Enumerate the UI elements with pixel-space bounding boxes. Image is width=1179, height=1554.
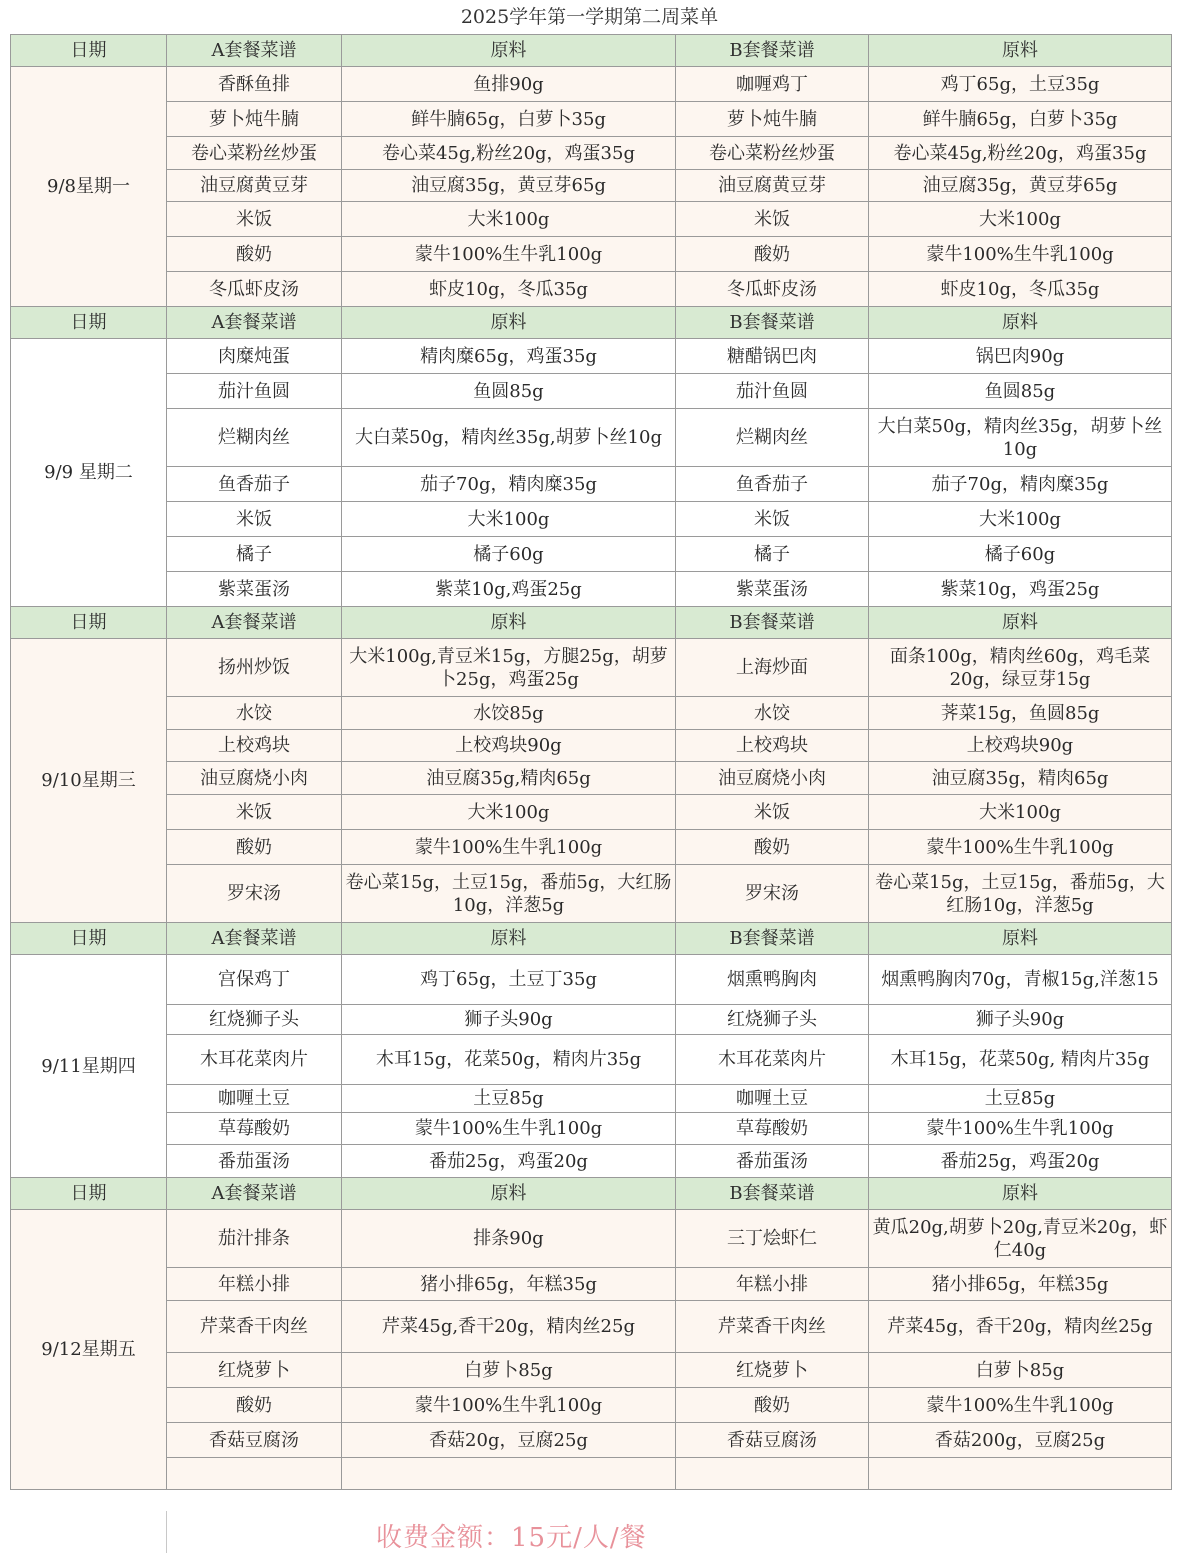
a-ingredients: 土豆85g: [342, 1085, 676, 1113]
b-ingredients: 烟熏鸭胸肉70g，青椒15g,洋葱15: [869, 955, 1172, 1005]
a-ingredients: [342, 1458, 676, 1490]
b-ingredients: 蒙牛100%生牛乳100g: [869, 1388, 1172, 1423]
b-dish: [676, 1458, 869, 1490]
a-ingredients: 鸡丁65g，土豆丁35g: [342, 955, 676, 1005]
a-ingredients: 蒙牛100%生牛乳100g: [342, 830, 676, 865]
b-ingredients: 卷心菜15g，土豆15g，番茄5g，大红肠10g，洋葱5g: [869, 865, 1172, 923]
b-dish: 咖喱鸡丁: [676, 67, 869, 102]
a-dish: 紫菜蛋汤: [167, 572, 342, 607]
a-ingredients: 蒙牛100%生牛乳100g: [342, 1113, 676, 1145]
header-b-ingredients: 原料: [869, 923, 1172, 955]
header-b-menu: B套餐菜谱: [676, 1178, 869, 1210]
b-dish: 米饭: [676, 202, 869, 237]
b-ingredients: 上校鸡块90g: [869, 730, 1172, 762]
b-ingredients: 芹菜45g，香干20g，精肉丝25g: [869, 1301, 1172, 1353]
b-ingredients: 锅巴肉90g: [869, 339, 1172, 374]
a-dish: 肉糜炖蛋: [167, 339, 342, 374]
a-ingredients: 大米100g,青豆米15g，方腿25g，胡萝卜25g，鸡蛋25g: [342, 639, 676, 697]
b-dish: 水饺: [676, 697, 869, 730]
b-ingredients: 卷心菜45g,粉丝20g，鸡蛋35g: [869, 137, 1172, 170]
a-dish: 烂糊肉丝: [167, 409, 342, 467]
b-dish: 红烧狮子头: [676, 1005, 869, 1035]
b-ingredients: 大米100g: [869, 502, 1172, 537]
header-b-ingredients: 原料: [869, 35, 1172, 67]
menu-row: [11, 374, 1172, 409]
header-date: 日期: [11, 35, 167, 67]
a-dish: 红烧萝卜: [167, 1353, 342, 1388]
menu-row: [11, 1301, 1172, 1353]
day-date: 9/8星期一: [11, 67, 167, 307]
header-a-menu: A套餐菜谱: [167, 1178, 342, 1210]
b-dish: 酸奶: [676, 237, 869, 272]
header-date: 日期: [11, 1178, 167, 1210]
header-b-ingredients: 原料: [869, 307, 1172, 339]
b-dish: 罗宋汤: [676, 865, 869, 923]
a-dish: 米饭: [167, 502, 342, 537]
header-a-menu: A套餐菜谱: [167, 923, 342, 955]
a-dish: 冬瓜虾皮汤: [167, 272, 342, 307]
menu-row: [11, 1210, 1172, 1268]
a-dish: 水饺: [167, 697, 342, 730]
a-dish: 香菇豆腐汤: [167, 1423, 342, 1458]
header-date: 日期: [11, 607, 167, 639]
a-dish: 酸奶: [167, 830, 342, 865]
menu-row: [11, 237, 1172, 272]
a-ingredients: 卷心菜15g，土豆15g，番茄5g，大红肠10g，洋葱5g: [342, 865, 676, 923]
b-dish: 油豆腐烧小肉: [676, 762, 869, 795]
menu-row: [11, 795, 1172, 830]
menu-row: [11, 955, 1172, 1005]
b-ingredients: 油豆腐35g，精肉65g: [869, 762, 1172, 795]
b-ingredients: 大白菜50g，精肉丝35g，胡萝卜丝10g: [869, 409, 1172, 467]
b-ingredients: [869, 1458, 1172, 1490]
b-dish: 香菇豆腐汤: [676, 1423, 869, 1458]
b-ingredients: 荠菜15g，鱼圆85g: [869, 697, 1172, 730]
b-ingredients: 鸡丁65g，土豆35g: [869, 67, 1172, 102]
a-ingredients: 大米100g: [342, 202, 676, 237]
a-dish: [167, 1458, 342, 1490]
b-ingredients: 茄子70g，精肉糜35g: [869, 467, 1172, 502]
b-ingredients: 油豆腐35g，黄豆芽65g: [869, 170, 1172, 202]
a-dish: 罗宋汤: [167, 865, 342, 923]
b-dish: 糖醋锅巴肉: [676, 339, 869, 374]
b-ingredients: 狮子头90g: [869, 1005, 1172, 1035]
a-dish: 米饭: [167, 795, 342, 830]
menu-row: [11, 1085, 1172, 1113]
menu-row: [11, 67, 1172, 102]
menu-row: [11, 170, 1172, 202]
menu-row: [11, 1423, 1172, 1458]
a-ingredients: 狮子头90g: [342, 1005, 676, 1035]
a-dish: 芹菜香干肉丝: [167, 1301, 342, 1353]
header-a-menu: A套餐菜谱: [167, 307, 342, 339]
b-dish: 酸奶: [676, 830, 869, 865]
b-dish: 红烧萝卜: [676, 1353, 869, 1388]
a-ingredients: 芹菜45g,香干20g，精肉丝25g: [342, 1301, 676, 1353]
b-ingredients: 大米100g: [869, 795, 1172, 830]
b-dish: 咖喱土豆: [676, 1085, 869, 1113]
header-a-ingredients: 原料: [342, 923, 676, 955]
header-row: [11, 1178, 1172, 1210]
a-ingredients: 橘子60g: [342, 537, 676, 572]
a-dish: 萝卜炖牛腩: [167, 102, 342, 137]
header-row: [11, 923, 1172, 955]
b-ingredients: 紫菜10g，鸡蛋25g: [869, 572, 1172, 607]
menu-row: [11, 1458, 1172, 1490]
a-dish: 扬州炒饭: [167, 639, 342, 697]
a-ingredients: 油豆腐35g，黄豆芽65g: [342, 170, 676, 202]
a-dish: 宫保鸡丁: [167, 955, 342, 1005]
menu-row: [11, 502, 1172, 537]
b-ingredients: 土豆85g: [869, 1085, 1172, 1113]
a-dish: 橘子: [167, 537, 342, 572]
a-ingredients: 蒙牛100%生牛乳100g: [342, 237, 676, 272]
a-dish: 红烧狮子头: [167, 1005, 342, 1035]
footer-divider: [166, 1511, 167, 1553]
b-dish: 木耳花菜肉片: [676, 1035, 869, 1085]
menu-row: [11, 409, 1172, 467]
b-dish: 烂糊肉丝: [676, 409, 869, 467]
b-dish: 烟熏鸭胸肉: [676, 955, 869, 1005]
a-ingredients: 大米100g: [342, 502, 676, 537]
menu-row: [11, 865, 1172, 923]
a-ingredients: 香菇20g，豆腐25g: [342, 1423, 676, 1458]
menu-row: [11, 1113, 1172, 1145]
a-ingredients: 白萝卜85g: [342, 1353, 676, 1388]
header-date: 日期: [11, 307, 167, 339]
day-date: 9/9 星期二: [11, 339, 167, 607]
header-row: [11, 35, 1172, 67]
a-ingredients: 油豆腐35g,精肉65g: [342, 762, 676, 795]
b-dish: 萝卜炖牛腩: [676, 102, 869, 137]
a-dish: 油豆腐黄豆芽: [167, 170, 342, 202]
b-ingredients: 白萝卜85g: [869, 1353, 1172, 1388]
menu-row: [11, 1268, 1172, 1301]
b-dish: 上海炒面: [676, 639, 869, 697]
b-ingredients: 蒙牛100%生牛乳100g: [869, 237, 1172, 272]
menu-row: [11, 830, 1172, 865]
menu-row: [11, 639, 1172, 697]
menu-row: [11, 537, 1172, 572]
b-dish: 卷心菜粉丝炒蛋: [676, 137, 869, 170]
b-dish: 酸奶: [676, 1388, 869, 1423]
b-dish: 米饭: [676, 502, 869, 537]
day-date: 9/10星期三: [11, 639, 167, 923]
a-ingredients: 鱼排90g: [342, 67, 676, 102]
header-b-menu: B套餐菜谱: [676, 35, 869, 67]
b-dish: 草莓酸奶: [676, 1113, 869, 1145]
menu-row: [11, 1005, 1172, 1035]
menu-row: [11, 339, 1172, 374]
header-a-menu: A套餐菜谱: [167, 35, 342, 67]
a-ingredients: 茄子70g，精肉糜35g: [342, 467, 676, 502]
header-a-ingredients: 原料: [342, 1178, 676, 1210]
a-dish: 米饭: [167, 202, 342, 237]
b-dish: 米饭: [676, 795, 869, 830]
b-dish: 上校鸡块: [676, 730, 869, 762]
a-ingredients: 水饺85g: [342, 697, 676, 730]
header-a-ingredients: 原料: [342, 307, 676, 339]
a-dish: 咖喱土豆: [167, 1085, 342, 1113]
b-ingredients: 蒙牛100%生牛乳100g: [869, 830, 1172, 865]
menu-table: [10, 34, 1172, 1490]
b-ingredients: 黄瓜20g,胡萝卜20g,青豆米20g，虾仁40g: [869, 1210, 1172, 1268]
menu-row: [11, 1353, 1172, 1388]
b-dish: 三丁烩虾仁: [676, 1210, 869, 1268]
day-date: 9/12星期五: [11, 1210, 167, 1490]
a-dish: 卷心菜粉丝炒蛋: [167, 137, 342, 170]
b-dish: 冬瓜虾皮汤: [676, 272, 869, 307]
fee-text: 收费金额：15元/人/餐: [376, 1523, 647, 1553]
a-ingredients: 紫菜10g,鸡蛋25g: [342, 572, 676, 607]
menu-row: [11, 272, 1172, 307]
a-ingredients: 木耳15g，花菜50g，精肉片35g: [342, 1035, 676, 1085]
header-date: 日期: [11, 923, 167, 955]
b-dish: 年糕小排: [676, 1268, 869, 1301]
header-b-ingredients: 原料: [869, 607, 1172, 639]
b-ingredients: 木耳15g，花菜50g, 精肉片35g: [869, 1035, 1172, 1085]
header-b-menu: B套餐菜谱: [676, 607, 869, 639]
a-ingredients: 鲜牛腩65g，白萝卜35g: [342, 102, 676, 137]
b-dish: 芹菜香干肉丝: [676, 1301, 869, 1353]
a-dish: 鱼香茄子: [167, 467, 342, 502]
menu-row: [11, 1145, 1172, 1178]
menu-row: [11, 697, 1172, 730]
b-ingredients: 猪小排65g，年糕35g: [869, 1268, 1172, 1301]
a-dish: 番茄蛋汤: [167, 1145, 342, 1178]
menu-row: [11, 1035, 1172, 1085]
a-dish: 木耳花菜肉片: [167, 1035, 342, 1085]
a-dish: 上校鸡块: [167, 730, 342, 762]
menu-row: [11, 102, 1172, 137]
a-ingredients: 卷心菜45g,粉丝20g，鸡蛋35g: [342, 137, 676, 170]
menu-row: [11, 467, 1172, 502]
b-dish: 油豆腐黄豆芽: [676, 170, 869, 202]
a-dish: 茄汁鱼圆: [167, 374, 342, 409]
a-ingredients: 精肉糜65g，鸡蛋35g: [342, 339, 676, 374]
menu-row: [11, 202, 1172, 237]
header-a-menu: A套餐菜谱: [167, 607, 342, 639]
b-dish: 橘子: [676, 537, 869, 572]
a-ingredients: 虾皮10g，冬瓜35g: [342, 272, 676, 307]
menu-row: [11, 762, 1172, 795]
menu-row: [11, 137, 1172, 170]
menu-row: [11, 730, 1172, 762]
b-dish: 番茄蛋汤: [676, 1145, 869, 1178]
a-dish: 茄汁排条: [167, 1210, 342, 1268]
b-ingredients: 大米100g: [869, 202, 1172, 237]
b-ingredients: 橘子60g: [869, 537, 1172, 572]
b-ingredients: 番茄25g，鸡蛋20g: [869, 1145, 1172, 1178]
a-ingredients: 蒙牛100%生牛乳100g: [342, 1388, 676, 1423]
a-ingredients: 番茄25g，鸡蛋20g: [342, 1145, 676, 1178]
a-ingredients: 排条90g: [342, 1210, 676, 1268]
a-dish: 草莓酸奶: [167, 1113, 342, 1145]
day-date: 9/11星期四: [11, 955, 167, 1178]
b-ingredients: 蒙牛100%生牛乳100g: [869, 1113, 1172, 1145]
b-ingredients: 面条100g，精肉丝60g，鸡毛菜20g，绿豆芽15g: [869, 639, 1172, 697]
b-dish: 茄汁鱼圆: [676, 374, 869, 409]
a-ingredients: 鱼圆85g: [342, 374, 676, 409]
a-dish: 香酥鱼排: [167, 67, 342, 102]
menu-row: [11, 572, 1172, 607]
header-b-menu: B套餐菜谱: [676, 923, 869, 955]
b-ingredients: 鱼圆85g: [869, 374, 1172, 409]
b-ingredients: 虾皮10g，冬瓜35g: [869, 272, 1172, 307]
menu-row: [11, 1388, 1172, 1423]
a-ingredients: 大米100g: [342, 795, 676, 830]
a-dish: 酸奶: [167, 237, 342, 272]
header-a-ingredients: 原料: [342, 607, 676, 639]
a-ingredients: 大白菜50g，精肉丝35g,胡萝卜丝10g: [342, 409, 676, 467]
b-ingredients: 鲜牛腩65g，白萝卜35g: [869, 102, 1172, 137]
a-ingredients: 上校鸡块90g: [342, 730, 676, 762]
a-dish: 酸奶: [167, 1388, 342, 1423]
b-dish: 鱼香茄子: [676, 467, 869, 502]
header-a-ingredients: 原料: [342, 35, 676, 67]
a-ingredients: 猪小排65g，年糕35g: [342, 1268, 676, 1301]
a-dish: 油豆腐烧小肉: [167, 762, 342, 795]
header-row: [11, 607, 1172, 639]
b-ingredients: 香菇200g，豆腐25g: [869, 1423, 1172, 1458]
header-b-menu: B套餐菜谱: [676, 307, 869, 339]
a-dish: 年糕小排: [167, 1268, 342, 1301]
page-title: 2025学年第一学期第二周菜单: [460, 6, 719, 28]
header-row: [11, 307, 1172, 339]
header-b-ingredients: 原料: [869, 1178, 1172, 1210]
b-dish: 紫菜蛋汤: [676, 572, 869, 607]
